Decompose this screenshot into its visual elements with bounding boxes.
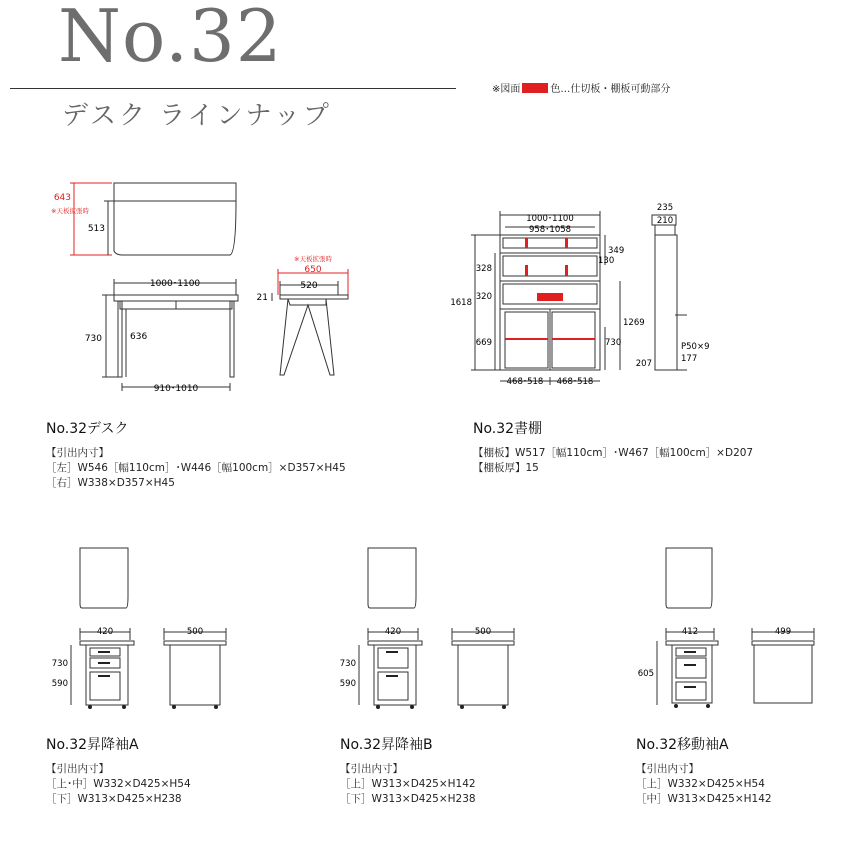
shelf-d235: 235 [656, 203, 674, 213]
desk-spec-line: ［左］W546［幅110cm］･W446［幅100cm］×D357×H45 [46, 462, 346, 474]
dim-513: 513 [87, 224, 105, 234]
color-legend [492, 80, 670, 95]
shelf-spec-line: 【棚板厚】15 [473, 462, 539, 474]
shelf-d177: 177 [681, 354, 698, 364]
title-divider [10, 88, 456, 89]
wagon-b-side-top [452, 641, 514, 645]
wagon-c-depth: 499 [774, 627, 792, 637]
wagon-a-side-top [164, 641, 226, 645]
wagon-a-side-body [170, 645, 220, 705]
shelf-w-bottom-left: 468･518 [506, 377, 544, 387]
desk-leg-left [118, 301, 122, 377]
shelf-side-view [655, 235, 677, 370]
wagon-b-h1: 730 [339, 659, 356, 669]
wagon-c-width: 412 [681, 627, 699, 637]
dim-643: 643 [53, 193, 71, 203]
legend-prefix: ※図面 [492, 84, 521, 95]
shelf-h349: 349 [608, 246, 625, 256]
wagon-c-side-body [754, 645, 812, 703]
wagon-b-top-plan [368, 548, 416, 608]
desk-top-board [114, 295, 238, 301]
wagon-b-spec [340, 762, 476, 807]
shelf-d210: 210 [656, 216, 674, 226]
wagon-a-depth: 500 [186, 627, 204, 637]
wagon-b-top-board [368, 641, 422, 645]
shelf-h730: 730 [605, 338, 622, 348]
wagon-a-drawing [46, 548, 246, 713]
shelf-h328: 328 [475, 264, 492, 274]
wagon-c-top-plan [666, 548, 712, 608]
shelf-spec-line: 【棚板】W517［幅110cm］･W467［幅100cm］×D207 [473, 447, 754, 459]
desk-spec-title: 【引出内寸】 [46, 447, 109, 459]
wagon-a-h2: 590 [51, 679, 68, 689]
wagon-c-spec [636, 762, 772, 807]
wagon-b-h2: 590 [339, 679, 356, 689]
dim-643-note: ※天板拡張時 [51, 207, 89, 215]
desk-caption: No.32デスク [46, 421, 129, 437]
dim-730: 730 [84, 334, 102, 344]
wagon-a-spec-title: 【引出内寸】 [46, 763, 109, 775]
shelf-h320: 320 [475, 292, 492, 302]
wagon-a-top-board [80, 641, 134, 645]
wagon-a-h1: 730 [51, 659, 68, 669]
dim-width: 1000･1100 [149, 279, 201, 289]
wagon-c-side-top [752, 641, 814, 645]
wagon-b-side-body [458, 645, 508, 705]
wagon-a-spec-line: ［下］W313×D425×H238 [46, 793, 182, 805]
desk-leg-right [230, 301, 234, 377]
dim-inner-width: 910･1010 [153, 384, 199, 394]
desk-drawing [30, 175, 370, 400]
legend-suffix: 色…仕切板・棚板可動部分 [550, 84, 671, 95]
dim-650: 650 [304, 265, 322, 275]
wagon-c-spec-line: ［上］W332×D425×H54 [636, 778, 765, 790]
shelf-h669: 669 [475, 338, 492, 348]
shelf-p50: P50×9 [681, 342, 710, 352]
side-note: ※天板拡張時 [294, 255, 332, 263]
shelf-caption: No.32書棚 [473, 421, 543, 437]
desk-spec [46, 446, 346, 491]
wagon-a-top-plan [80, 548, 128, 608]
wagon-b-spec-line: ［上］W313×D425×H142 [340, 778, 476, 790]
wagon-b-drawing [334, 548, 534, 713]
wagon-b-spec-title: 【引出内寸】 [340, 763, 403, 775]
shelf-spec [473, 446, 753, 476]
legend-swatch [522, 83, 548, 93]
shelf-w-outer: 1000･1100 [526, 214, 574, 224]
side-leg-frame [280, 299, 334, 375]
wagon-a-width: 420 [96, 627, 114, 637]
page-title: No.32 [58, 0, 283, 78]
wagon-b-spec-line: ［下］W313×D425×H238 [340, 793, 476, 805]
wagon-b-depth: 500 [474, 627, 492, 637]
wagon-a-spec [46, 762, 191, 807]
wagon-c-drawing [632, 548, 832, 713]
wagon-c-h1: 605 [637, 669, 654, 679]
dim-520: 520 [300, 281, 318, 291]
page-subtitle: デスク ラインナップ [62, 101, 332, 131]
shelf-w-inner: 958･1058 [528, 225, 572, 235]
dim-636: 636 [130, 332, 148, 342]
desk-spec-line: ［右］W338×D357×H45 [46, 477, 175, 489]
side-top-board [280, 295, 348, 299]
shelf-h130: 130 [598, 256, 615, 266]
shelf-drawing [450, 195, 730, 395]
wagon-c-caption: No.32移動袖A [636, 737, 729, 753]
wagon-a-spec-line: ［上･中］W332×D425×H54 [46, 778, 191, 790]
wagon-b-width: 420 [384, 627, 402, 637]
dim-21: 21 [256, 293, 268, 303]
wagon-c-spec-title: 【引出内寸】 [636, 763, 699, 775]
wagon-b-caption: No.32昇降袖B [340, 737, 433, 753]
shelf-h1618: 1618 [450, 298, 472, 308]
wagon-c-spec-line: ［中］W313×D425×H142 [636, 793, 772, 805]
wagon-a-caption: No.32昇降袖A [46, 737, 139, 753]
wagon-c-top-board [666, 641, 718, 645]
shelf-d207: 207 [635, 359, 652, 369]
desk-top-plan [114, 183, 236, 255]
shelf-w-bottom-right: 468･518 [556, 377, 594, 387]
shelf-h1269: 1269 [623, 318, 645, 328]
